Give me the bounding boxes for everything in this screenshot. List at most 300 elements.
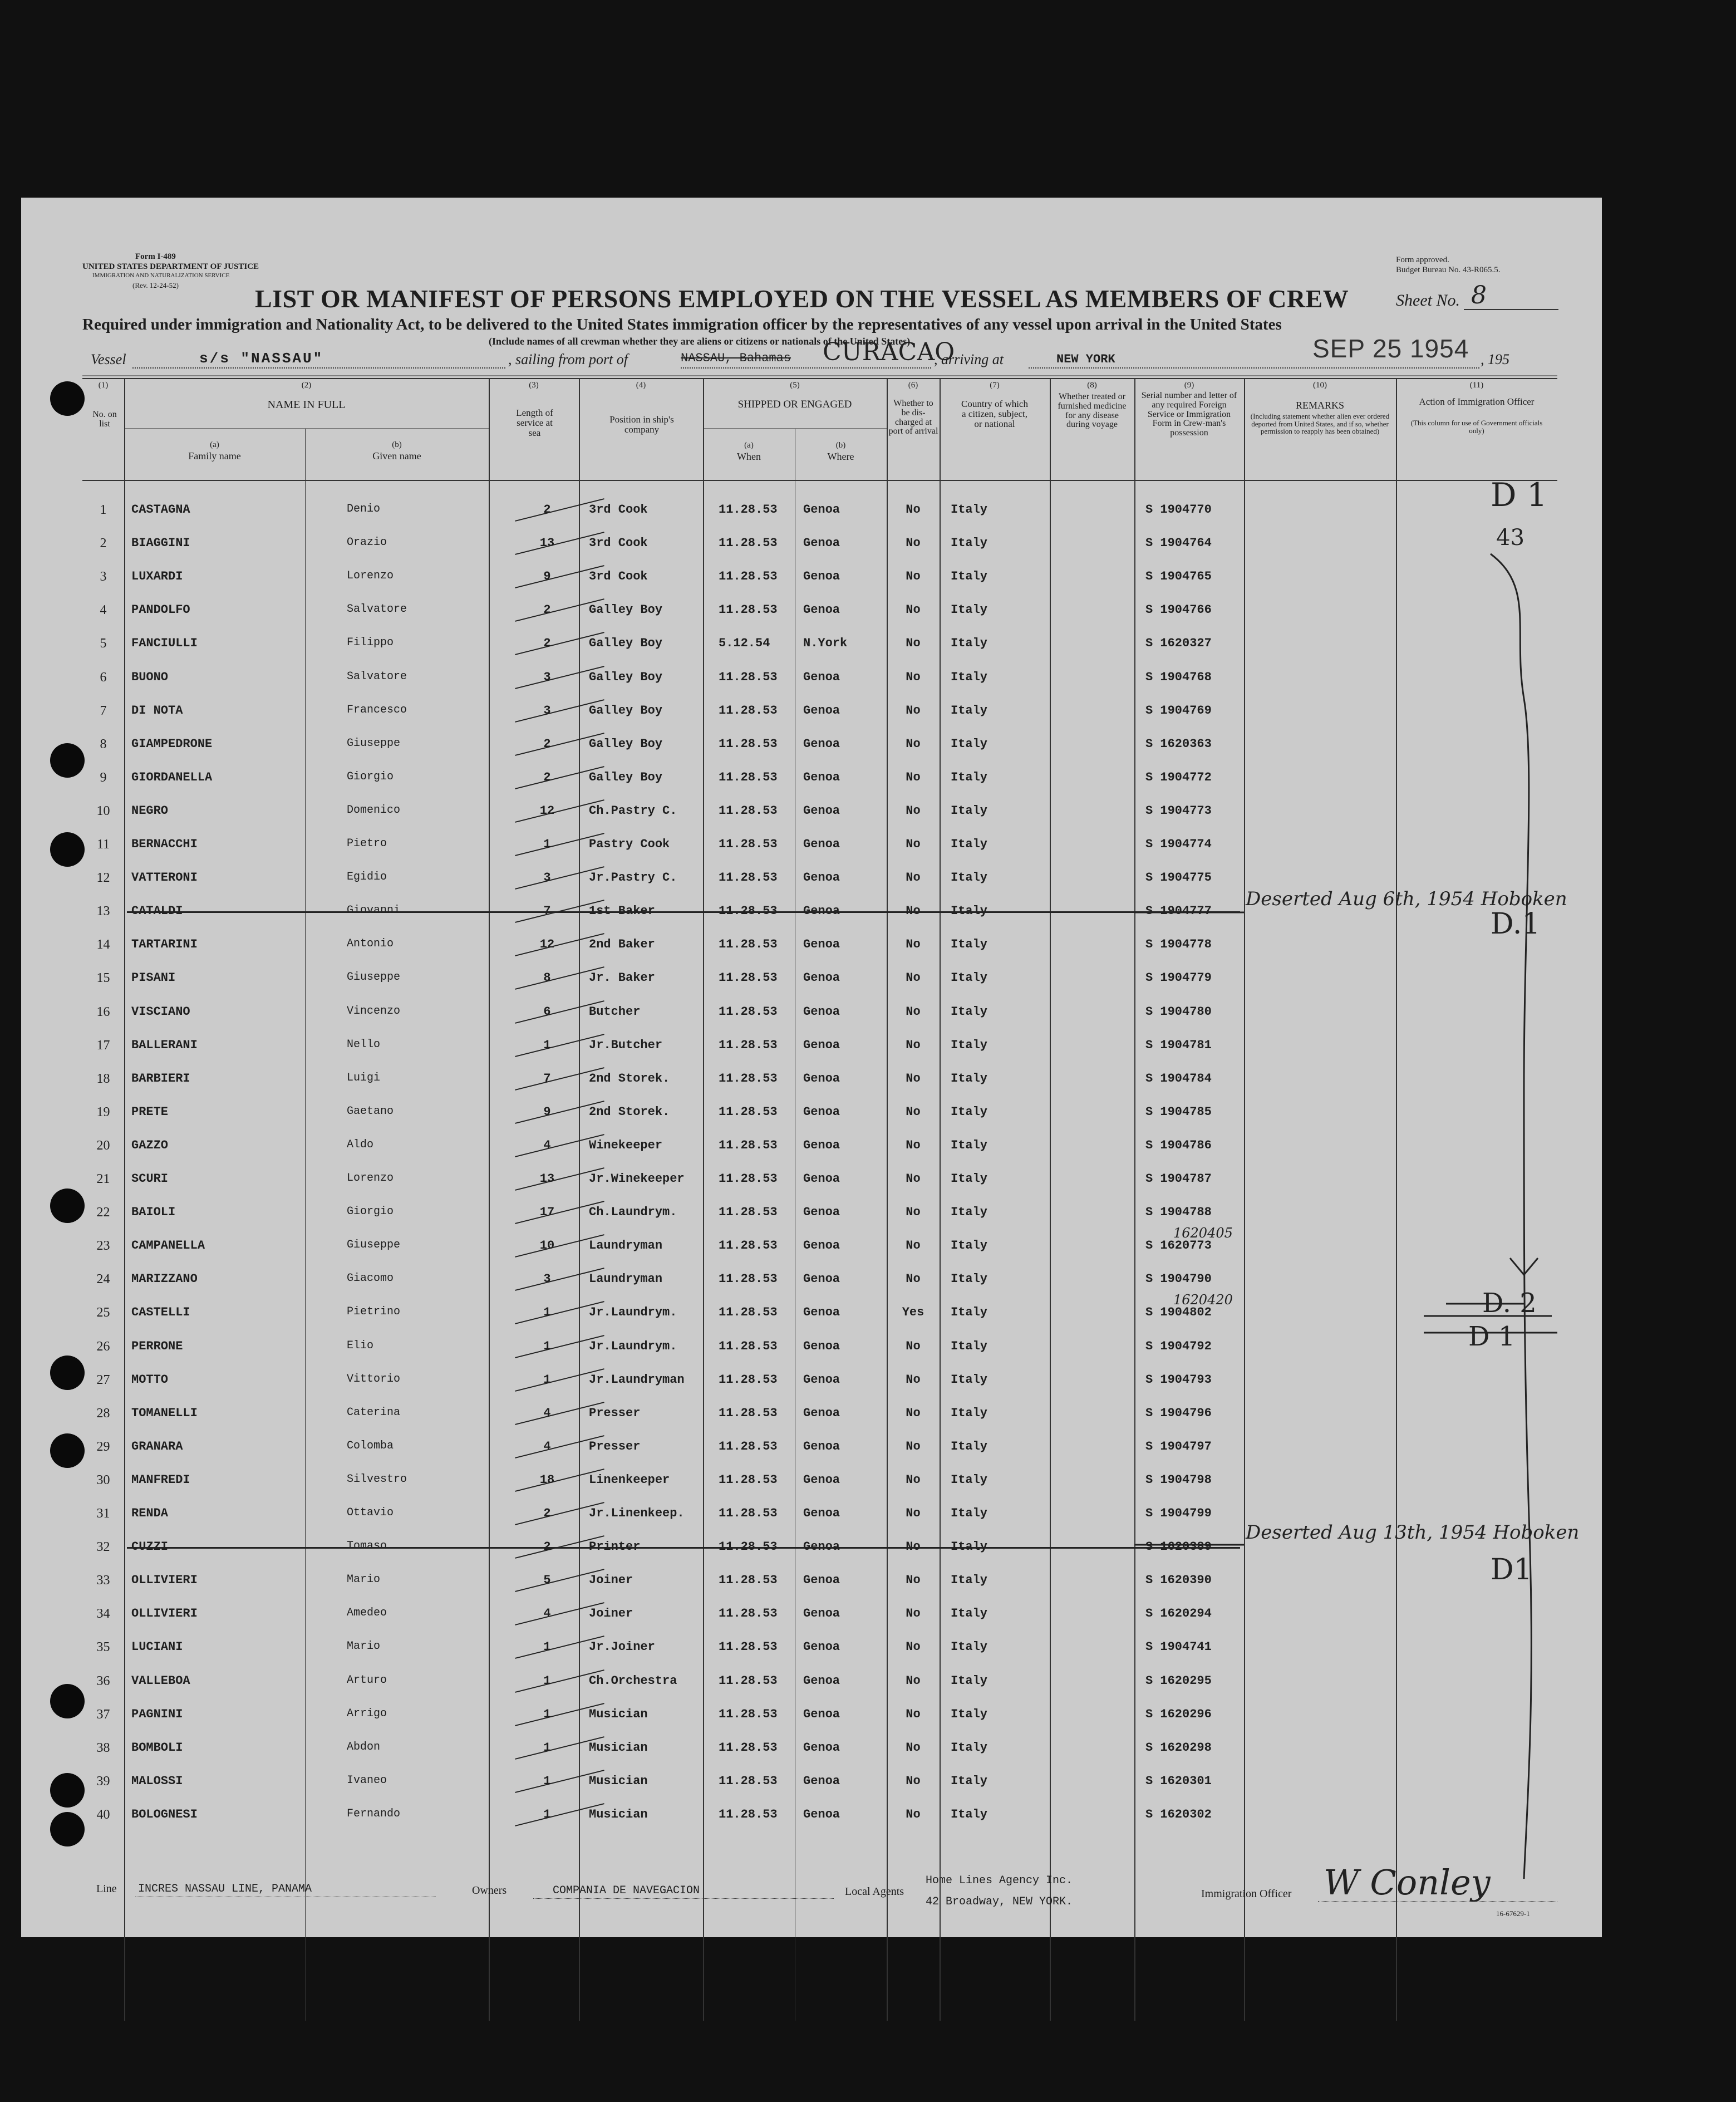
cell-country: Italy [951,1071,988,1086]
cell-when: 11.28.53 [719,1472,778,1487]
cell-serial: S 1904780 [1145,1004,1212,1019]
cell-when: 11.28.53 [719,1673,778,1688]
cell-discharged: No [906,1540,921,1554]
cell-where: Genoa [803,1071,840,1086]
cell-when: 11.28.53 [719,670,778,684]
cell-serial: S 1620327 [1145,636,1212,651]
cell-when: 11.28.53 [719,770,778,784]
cell-where: Genoa [803,670,840,684]
arriving-port: NEW YORK [1056,352,1115,366]
col1-header: No. on list [92,410,117,429]
cell-family: GAZZO [131,1138,169,1152]
cell-discharged: No [906,1707,921,1721]
cell-where: Genoa [803,837,840,851]
cell-family: VATTERONI [131,871,198,885]
cell-discharged: No [906,736,921,751]
cell-family: OLLIVIERI [131,1573,198,1588]
cell-no: 1 [100,503,107,517]
cell-service: 9 [543,1104,551,1119]
cell-given: Antonio [347,937,394,951]
cell-serial-note: 1620420 [1173,1292,1233,1308]
vessel-label: Vessel [91,351,126,367]
cell-where: Genoa [803,1138,840,1152]
cell-service: 1 [543,1372,551,1387]
cell-discharged: No [906,1372,921,1387]
cell-where: Genoa [803,1305,840,1320]
cell-position: Printer [589,1540,641,1554]
cell-no: 30 [96,1472,110,1487]
cell-given: Giorgio [347,1205,394,1219]
cell-position: Laundryman [589,1239,663,1253]
cell-no: 22 [96,1205,110,1220]
cell-discharged: Yes [902,1305,924,1320]
cell-no: 9 [100,770,107,785]
cell-serial: S 1904790 [1145,1272,1212,1286]
cell-service: 2 [543,1506,551,1520]
cell-when: 11.28.53 [719,569,778,584]
cell-where: Genoa [803,703,840,718]
cell-when: 5.12.54 [719,636,770,651]
cell-country: Italy [951,1372,988,1387]
cell-serial: S 1904793 [1145,1372,1212,1387]
cell-position: Jr.Laundrym. [589,1305,677,1320]
cell-no: 4 [100,603,107,618]
cell-serial: S 1904796 [1145,1406,1212,1420]
cell-when: 11.28.53 [719,1205,778,1220]
arriving-label: , arriving at [934,351,1004,367]
cell-where: Genoa [803,736,840,751]
cell-given: Silvestro [347,1472,407,1486]
cell-where: Genoa [803,536,840,551]
cell-service: 8 [543,971,551,985]
cell-given: Giuseppe [347,1239,401,1252]
cell-when: 11.28.53 [719,1807,778,1821]
cell-given: Amedeo [347,1607,387,1620]
cell-family: CAMPANELLA [131,1239,205,1253]
cell-when: 11.28.53 [719,1305,778,1320]
cell-given: Giovanni [347,904,401,917]
cell-position: Laundryman [589,1272,663,1286]
cell-discharged: No [906,1740,921,1755]
cell-country: Italy [951,1740,988,1755]
cell-serial: S 1620363 [1145,736,1212,751]
cell-no: 35 [96,1640,110,1655]
remark-row-32: Deserted Aug 13th, 1954 Hoboken [1246,1521,1580,1544]
cell-position: Galley Boy [589,670,663,684]
cell-country: Italy [951,1305,988,1320]
cell-where: Genoa [803,770,840,784]
col8-header: Whether treated or furnished medicine for any disease during voyage [1058,392,1127,430]
col10-num: (10) [1313,381,1327,390]
cell-where: Genoa [803,1272,840,1286]
cell-given: Aldo [347,1138,374,1151]
cell-where: Genoa [803,569,840,584]
cell-country: Italy [951,803,988,818]
cell-position: 2nd Baker [589,937,655,952]
action-row-1: D 1 [1491,476,1547,514]
col2a-letter: (a) [210,440,219,449]
cell-family: SCURI [131,1172,169,1186]
cell-family: CATALDI [131,904,183,919]
cell-where: Genoa [803,1172,840,1186]
cell-given: Giuseppe [347,736,401,750]
cell-no: 8 [100,736,107,752]
cell-given: Francesco [347,703,407,716]
cell-service: 1 [543,1807,551,1821]
col5b-letter: (b) [835,441,846,450]
cell-discharged: No [906,1607,921,1621]
cell-country: Italy [951,904,988,919]
footer-owners-rule [533,1898,834,1899]
cell-family: BOMBOLI [131,1740,183,1755]
footer-owners-label: Owners [472,1884,507,1897]
col9-header: Serial number and letter of any required Foreign Service or Immigration Form in Crew-man's possession [1141,391,1237,438]
col2a-header: Family name [188,450,241,461]
cell-discharged: No [906,503,921,517]
col6-header: Whether to be dis-charged at port of arrival [888,399,938,436]
cell-discharged: No [906,871,921,885]
cell-country: Italy [951,871,988,885]
cell-given: Pietrino [347,1305,401,1319]
cell-serial: S 1904792 [1145,1339,1212,1353]
cell-no: 20 [96,1138,110,1153]
cell-country: Italy [951,1774,988,1788]
cell-service: 1 [543,1339,551,1353]
cell-service: 4 [543,1406,551,1420]
col3-num: (3) [529,381,539,390]
footer-line: INCRES NASSAU LINE, PANAMA [138,1883,312,1895]
col2b-header: Given name [372,450,421,461]
cell-serial: S 1904770 [1145,503,1212,517]
footer-agents-1: Home Lines Agency Inc. [926,1874,1073,1887]
cell-family: GIAMPEDRONE [131,736,213,751]
cell-discharged: No [906,770,921,784]
cell-country: Italy [951,670,988,684]
cell-where: Genoa [803,1540,840,1554]
cell-discharged: No [906,904,921,919]
cell-discharged: No [906,1071,921,1086]
cell-no: 2 [100,536,107,551]
sailing-port-struck: NASSAU, Bahamas [681,351,791,365]
cell-position: 3rd Cook [589,536,648,551]
cell-discharged: No [906,1104,921,1119]
cell-family: PAGNINI [131,1707,183,1721]
cell-position: Jr.Joiner [589,1640,655,1654]
cell-given: Lorenzo [347,1172,394,1185]
footer-agents-2: 42 Broadway, NEW YORK. [926,1895,1073,1908]
cell-family: BIAGGINI [131,536,190,551]
cell-discharged: No [906,1774,921,1788]
cell-discharged: No [906,670,921,684]
cell-discharged: No [906,1239,921,1253]
cell-given: Mario [347,1640,381,1653]
cell-where: Genoa [803,1673,840,1688]
department: UNITED STATES DEPARTMENT OF JUSTICE [82,262,259,271]
cell-given: Giorgio [347,770,394,783]
cell-serial: S 1904769 [1145,703,1212,718]
cell-family: CASTELLI [131,1305,190,1320]
service: IMMIGRATION AND NATURALIZATION SERVICE [92,272,230,279]
revision: (Rev. 12-24-52) [132,281,179,289]
cell-discharged: No [906,803,921,818]
cell-serial: S 1904768 [1145,670,1212,684]
col7-header: Country of which a citizen, subject, or national [961,399,1028,429]
col2-num: (2) [301,381,312,390]
cell-no: 12 [96,871,110,886]
cell-when: 11.28.53 [719,904,778,919]
cell-position: 3rd Cook [589,569,648,584]
cell-no: 13 [96,904,110,919]
cell-serial: S 1904786 [1145,1138,1212,1152]
cell-discharged: No [906,1406,921,1420]
cell-family: BAIOLI [131,1205,176,1220]
cell-position: Jr. Baker [589,971,655,985]
cell-service: 2 [543,503,551,517]
cell-when: 11.28.53 [719,971,778,985]
cell-given: Egidio [347,871,387,884]
cell-discharged: No [906,1138,921,1152]
cell-country: Italy [951,1540,988,1554]
cell-country: Italy [951,1104,988,1119]
cell-position: Pastry Cook [589,837,670,851]
cell-when: 11.28.53 [719,937,778,952]
cell-family: LUXARDI [131,569,183,584]
cell-family: FANCIULLI [131,636,198,651]
action-row-2: 43 [1496,525,1524,551]
cell-position: Jr.Linenkeep. [589,1506,685,1520]
cell-when: 11.28.53 [719,1406,778,1420]
cell-discharged: No [906,1807,921,1821]
cell-where: Genoa [803,1372,840,1387]
cell-serial: S 1620301 [1145,1774,1212,1788]
cell-country: Italy [951,1205,988,1220]
cell-no: 24 [96,1272,110,1287]
cell-no: 26 [96,1339,110,1354]
footer-officer-label: Immigration Officer [1201,1888,1292,1900]
cell-family: LUCIANI [131,1640,183,1654]
cell-discharged: No [906,1506,921,1520]
cell-no: 36 [96,1673,110,1688]
cell-when: 11.28.53 [719,703,778,718]
footer-owners: COMPANIA DE NAVEGACION [553,1884,700,1897]
cell-service: 1 [543,837,551,851]
cell-no: 40 [96,1807,110,1822]
cell-serial: S 1904779 [1145,971,1212,985]
cell-where: Genoa [803,1807,840,1821]
cell-when: 11.28.53 [719,1071,778,1086]
cell-service: 7 [543,904,551,919]
cell-serial: S 1904764 [1145,536,1212,551]
cell-serial: S 1904778 [1145,937,1212,952]
col2b-letter: (b) [392,440,402,449]
cell-country: Italy [951,1239,988,1253]
col2-header: NAME IN FULL [267,399,346,411]
cell-serial: S 1620294 [1145,1607,1212,1621]
cell-country: Italy [951,1506,988,1520]
cell-given: Nello [347,1038,381,1051]
cell-service: 4 [543,1138,551,1152]
cell-given: Orazio [347,536,387,549]
cell-given: Salvatore [347,603,407,616]
cell-position: Linenkeeper [589,1472,670,1487]
cell-no: 33 [96,1573,110,1588]
cell-serial: S 1904766 [1145,603,1212,617]
cell-position: Galley Boy [589,703,663,718]
cell-serial: S 1620390 [1145,1573,1212,1588]
cell-no: 38 [96,1740,110,1755]
cell-position: Butcher [589,1004,641,1019]
cell-service: 2 [543,603,551,617]
cell-where: Genoa [803,1573,840,1588]
col5b-header: Where [827,451,854,462]
cell-discharged: No [906,1205,921,1220]
cell-family: PRETE [131,1104,169,1119]
sheet-number: 8 [1471,281,1487,310]
cell-when: 11.28.53 [719,1573,778,1588]
col5-header: SHIPPED OR ENGAGED [737,399,852,410]
print-code: 16-67629-1 [1496,1909,1530,1918]
cell-serial: S 1620296 [1145,1707,1212,1721]
cell-where: Genoa [803,1439,840,1453]
cell-given: Giuseppe [347,971,401,984]
cell-no: 25 [96,1305,110,1320]
cell-country: Italy [951,971,988,985]
col4-header: Position in ship's company [609,414,674,435]
year-label: , 195 [1481,351,1509,367]
col11-header: Action of Immigration Officer [1419,396,1535,407]
cell-discharged: No [906,1004,921,1019]
cell-no: 11 [96,837,110,852]
cell-given: Arrigo [347,1707,387,1720]
cell-where: Genoa [803,1406,840,1420]
cell-when: 11.28.53 [719,1640,778,1654]
cell-where: Genoa [803,1004,840,1019]
cell-serial: S 1620298 [1145,1740,1212,1755]
cell-given: Gaetano [347,1104,394,1118]
cell-no: 18 [96,1071,110,1086]
col4-num: (4) [636,381,646,390]
cell-country: Italy [951,937,988,952]
cell-family: BOLOGNESI [131,1807,198,1821]
page-note: (Include names of all crewman whether they are aliens or citizens or nationals of the United States) [489,336,911,347]
cell-no: 34 [96,1607,110,1622]
cell-position: Jr.Butcher [589,1038,663,1052]
cell-when: 11.28.53 [719,1104,778,1119]
cell-no: 10 [96,803,110,818]
action-row-26: D 1 [1468,1321,1516,1352]
col8-num: (8) [1087,381,1097,390]
col5-num: (5) [790,381,800,390]
cell-country: Italy [951,1607,988,1621]
cell-country: Italy [951,736,988,751]
cell-discharged: No [906,703,921,718]
cell-family: GIORDANELLA [131,770,213,784]
col11-num: (11) [1469,381,1484,390]
cell-where: Genoa [803,803,840,818]
cell-position: 1st Baker [589,904,655,919]
cell-country: Italy [951,636,988,651]
cell-when: 11.28.53 [719,1740,778,1755]
cell-discharged: No [906,937,921,952]
cell-position: Galley Boy [589,636,663,651]
cell-given: Mario [347,1573,381,1587]
cell-when: 11.28.53 [719,1272,778,1286]
cell-no: 3 [100,569,107,585]
form-approval: Form approved. [1396,256,1449,264]
cell-serial: S 1620295 [1145,1673,1212,1688]
cell-given: Arturo [347,1673,387,1687]
cell-country: Italy [951,1038,988,1052]
cell-position: Ch.Orchestra [589,1673,677,1688]
cell-serial: S 1904788 [1145,1205,1212,1220]
cell-serial: S 1620302 [1145,1807,1212,1821]
cell-given: Lorenzo [347,569,394,583]
page-title: LIST OR MANIFEST OF PERSONS EMPLOYED ON THE VESSEL AS MEMBERS OF CREW [255,284,1349,313]
cell-country: Italy [951,770,988,784]
cell-where: Genoa [803,603,840,617]
cell-position: Musician [589,1707,648,1721]
cell-service: 6 [543,1004,551,1019]
cell-service: 1 [543,1640,551,1654]
cell-family: RENDA [131,1506,169,1520]
cell-service: 13 [539,536,555,551]
cell-when: 11.28.53 [719,1372,778,1387]
sheet-label: Sheet No. [1396,291,1460,310]
cell-service: 4 [543,1607,551,1621]
cell-serial: S 1904765 [1145,569,1212,584]
cell-country: Italy [951,1673,988,1688]
cell-no: 23 [96,1239,110,1254]
cell-no: 16 [96,1004,110,1019]
cell-no: 39 [96,1774,110,1789]
cell-when: 11.28.53 [719,736,778,751]
cell-discharged: No [906,1038,921,1052]
cell-when: 11.28.53 [719,1607,778,1621]
cell-family: MOTTO [131,1372,169,1387]
col11-subheader: (This column for use of Government officials only) [1410,419,1543,435]
cell-given: Filippo [347,636,394,650]
cell-service: 2 [543,736,551,751]
cell-country: Italy [951,536,988,551]
cell-country: Italy [951,1707,988,1721]
cell-position: Jr.Laundryman [589,1372,685,1387]
cell-when: 11.28.53 [719,1038,778,1052]
cell-service: 12 [539,937,555,952]
cell-family: OLLIVIERI [131,1607,198,1621]
cell-no: 17 [96,1038,110,1053]
cell-position: Musician [589,1740,648,1755]
cell-given: Giacomo [347,1272,394,1285]
remark-row-13: Deserted Aug 6th, 1954 Hoboken [1246,888,1567,910]
cell-service: 7 [543,1071,551,1086]
cell-service: 2 [543,1540,551,1554]
col5a-header: When [737,451,761,462]
cell-given: Denio [347,503,381,515]
cell-country: Italy [951,837,988,851]
cell-no: 5 [100,636,107,651]
cell-serial: S 1904797 [1145,1439,1212,1453]
cell-where: Genoa [803,1472,840,1487]
cell-family: MALOSSI [131,1774,183,1788]
cell-given: Tomaso [347,1540,387,1553]
cell-position: Jr.Pastry C. [589,871,677,885]
cell-position: Musician [589,1774,648,1788]
cell-serial-note: 1620405 [1173,1225,1233,1241]
cell-service: 1 [543,1673,551,1688]
cell-no: 31 [96,1506,110,1521]
cell-no: 7 [100,703,107,718]
officer-signature: W Conley [1324,1862,1491,1903]
